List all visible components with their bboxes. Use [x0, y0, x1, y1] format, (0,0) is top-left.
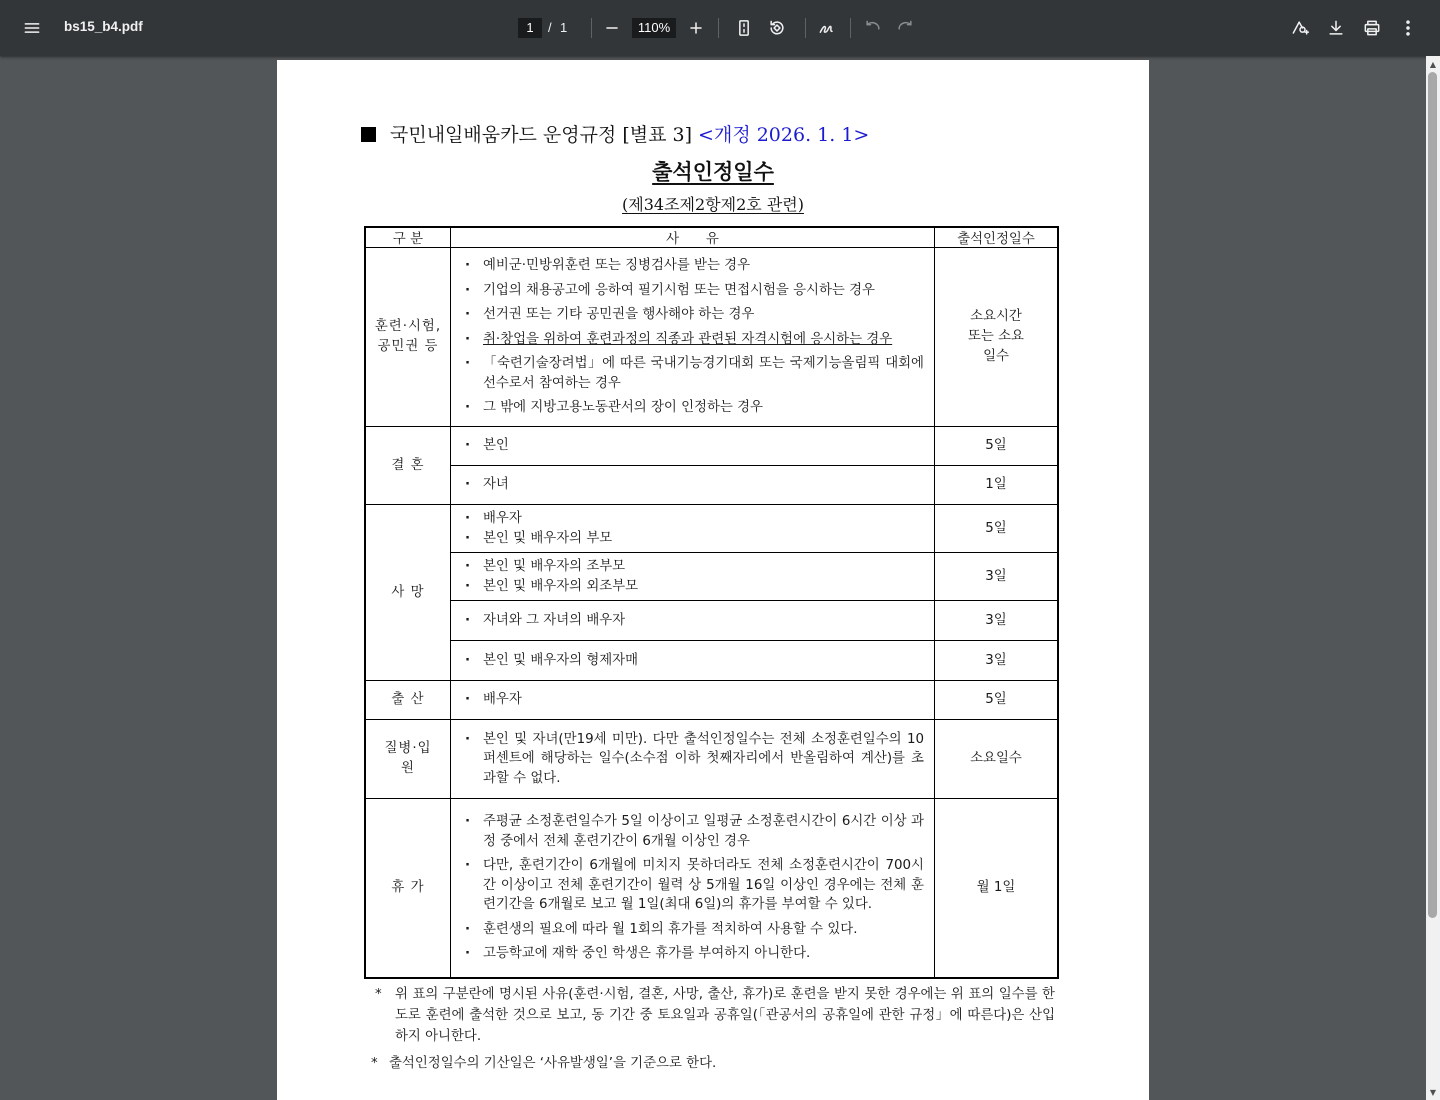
days-cell: 월 1일 — [935, 799, 1059, 978]
plus-icon[interactable] — [684, 16, 708, 40]
toolbar-divider — [591, 18, 592, 38]
list-item: · 다만, 훈련기간이 6개월에 미치지 못하더라도 전체 소정훈련시간이 700시간 이상이고 전체 훈련기간이 월력 상 5개월 16일 이상인 경우에는 전체 훈련기간을 6개월로 보고 월 1일(최대 6일)의 휴가를 부여할 수 있다. — [463, 856, 924, 915]
file-name: bs15_b4.pdf — [64, 19, 143, 34]
category-vacation: 휴 가 — [365, 799, 451, 978]
category-training: 훈련·시험, 공민권 등 — [365, 248, 451, 427]
list-item: · 고등학교에 재학 중인 학생은 휴가를 부여하지 아니한다. — [463, 944, 924, 964]
reason-cell — [451, 553, 935, 601]
document-heading — [361, 120, 869, 147]
list-item: · 본인 및 배우자의 부모 — [463, 529, 924, 549]
add-annotation-icon[interactable] — [1288, 16, 1312, 40]
page-separator: / — [548, 20, 552, 35]
table-row — [365, 681, 1058, 720]
footnote-text: 위 표의 구분란에 명시된 사유(훈련·시험, 결혼, 사망, 출산, 휴가)로 훈련을 받지 못한 경우에는 위 표의 일수를 한도로 훈련에 출석한 것으로 보고, 동 기간 중 토요일과 공휴일(「관공서의 공휴일에 관한 규정」에 따른다)은 산입하지 아니한다. — [395, 987, 1055, 1044]
toolbar-divider — [850, 18, 851, 38]
scrollbar-thumb[interactable] — [1428, 72, 1437, 918]
reason-cell — [451, 248, 935, 427]
heading-prefix: 국민내일배움카드 운영규정 [별표 3] — [390, 124, 692, 146]
table-row — [365, 641, 1058, 681]
list-item: · 본인 및 배우자의 외조부모 — [463, 577, 924, 597]
reason-cell — [451, 799, 935, 978]
footnote — [371, 984, 1055, 1047]
days-cell: 3일 — [935, 553, 1059, 601]
list-item: · 「숙련기술장려법」에 따른 국내기능경기대회 또는 국제기능올림픽 대회에 선수로서 참여하는 경우 — [463, 354, 924, 393]
zoom-level-input[interactable]: 110% — [632, 18, 676, 38]
print-icon[interactable] — [1360, 16, 1384, 40]
draw-icon[interactable] — [815, 16, 839, 40]
category-illness: 질병·입원 — [365, 720, 451, 799]
list-item: · 그 밖에 지방고용노동관서의 장이 인정하는 경우 — [463, 398, 924, 418]
table-row — [365, 505, 1058, 553]
list-item: · 자녀와 그 자녀의 배우자 — [463, 611, 924, 631]
list-item: · 취·창업을 위하여 훈련과정의 직종과 관련된 자격시험에 응시하는 경우 — [463, 330, 924, 350]
list-item: · 배우자 — [463, 690, 924, 710]
reason-cell — [451, 641, 935, 681]
table-row — [365, 427, 1058, 466]
fit-page-icon[interactable] — [732, 16, 756, 40]
scroll-down-icon[interactable]: ▼ — [1429, 1088, 1437, 1097]
category-marriage: 결 혼 — [365, 427, 451, 505]
table-row — [365, 601, 1058, 641]
minus-icon[interactable] — [600, 16, 624, 40]
reason-cell — [451, 466, 935, 505]
list-item: · 예비군·민방위훈련 또는 징병검사를 받는 경우 — [463, 256, 924, 276]
list-item: · 본인 및 자녀(만19세 미만). 다만 출석인정일수는 전체 소정훈련일수의 10 퍼센트에 해당하는 일수(소수점 이하 첫째자리에서 반올림하여 계산)를 초과할 수 없다. — [463, 730, 924, 789]
table-row — [365, 720, 1058, 799]
footnotes — [371, 984, 1055, 1074]
table-row — [365, 466, 1058, 505]
table-row — [365, 799, 1058, 978]
rotate-icon[interactable] — [765, 16, 789, 40]
page-number-input[interactable]: 1 — [518, 18, 542, 38]
total-pages: 1 — [560, 20, 568, 35]
scroll-up-icon[interactable]: ▲ — [1429, 60, 1437, 69]
days-cell: 3일 — [935, 641, 1059, 681]
category-birth: 출 산 — [365, 681, 451, 720]
header-category: 구 분 — [365, 227, 451, 248]
reason-cell — [451, 427, 935, 466]
reason-cell — [451, 505, 935, 553]
footnote — [371, 1053, 1055, 1074]
header-days: 출석인정일수 — [935, 227, 1059, 248]
undo-icon[interactable] — [861, 16, 885, 40]
category-death: 사 망 — [365, 505, 451, 681]
list-item: · 본인 및 배우자의 조부모 — [463, 557, 924, 577]
asterisk-mark: * — [375, 987, 382, 1002]
toolbar-divider — [718, 18, 719, 38]
list-item: · 기업의 채용공고에 응하여 필기시험 또는 면접시험을 응시하는 경우 — [463, 281, 924, 301]
pdf-toolbar — [0, 0, 1440, 56]
list-item: · 자녀 — [463, 475, 924, 495]
days-cell: 소요일수 — [935, 720, 1059, 799]
heading-revision: <개정 2026. 1. 1> — [698, 124, 870, 146]
download-icon[interactable] — [1324, 16, 1348, 40]
days-cell: 5일 — [935, 505, 1059, 553]
document-title: 출석인정일수 — [652, 160, 774, 184]
table-row — [365, 553, 1058, 601]
attendance-table — [364, 226, 1059, 979]
redo-icon[interactable] — [893, 16, 917, 40]
document-subtitle: (제34조제2항제2호 관련) — [622, 195, 804, 214]
asterisk-mark: * — [371, 1056, 378, 1071]
list-item: · 선거권 또는 기타 공민권을 행사해야 하는 경우 — [463, 305, 924, 325]
black-square-icon — [361, 127, 376, 142]
days-cell: 3일 — [935, 601, 1059, 641]
days-cell: 1일 — [935, 466, 1059, 505]
list-item: · 훈련생의 필요에 따라 월 1회의 휴가를 적치하여 사용할 수 있다. — [463, 920, 924, 940]
pdf-page — [277, 60, 1149, 1100]
days-cell: 소요시간 또는 소요일수 — [935, 248, 1059, 427]
reason-cell — [451, 601, 935, 641]
footnote-text: 출석인정일수의 기산일은 ‘사유발생일’을 기준으로 한다. — [389, 1056, 717, 1071]
list-item: · 배우자 — [463, 509, 924, 529]
reason-cell — [451, 681, 935, 720]
table-header-row — [365, 227, 1058, 248]
days-cell: 5일 — [935, 681, 1059, 720]
menu-icon[interactable] — [20, 16, 44, 40]
more-vert-icon[interactable] — [1396, 16, 1420, 40]
list-item: · 본인 — [463, 436, 924, 456]
list-item: · 주평균 소정훈련일수가 5일 이상이고 일평균 소정훈련시간이 6시간 이상 과정 중에서 전체 훈련기간이 6개월 이상인 경우 — [463, 812, 924, 851]
list-item: · 본인 및 배우자의 형제자매 — [463, 651, 924, 671]
reason-cell — [451, 720, 935, 799]
header-reason: 사 유 — [451, 227, 935, 248]
table-row — [365, 248, 1058, 427]
days-cell: 5일 — [935, 427, 1059, 466]
toolbar-divider — [805, 18, 806, 38]
